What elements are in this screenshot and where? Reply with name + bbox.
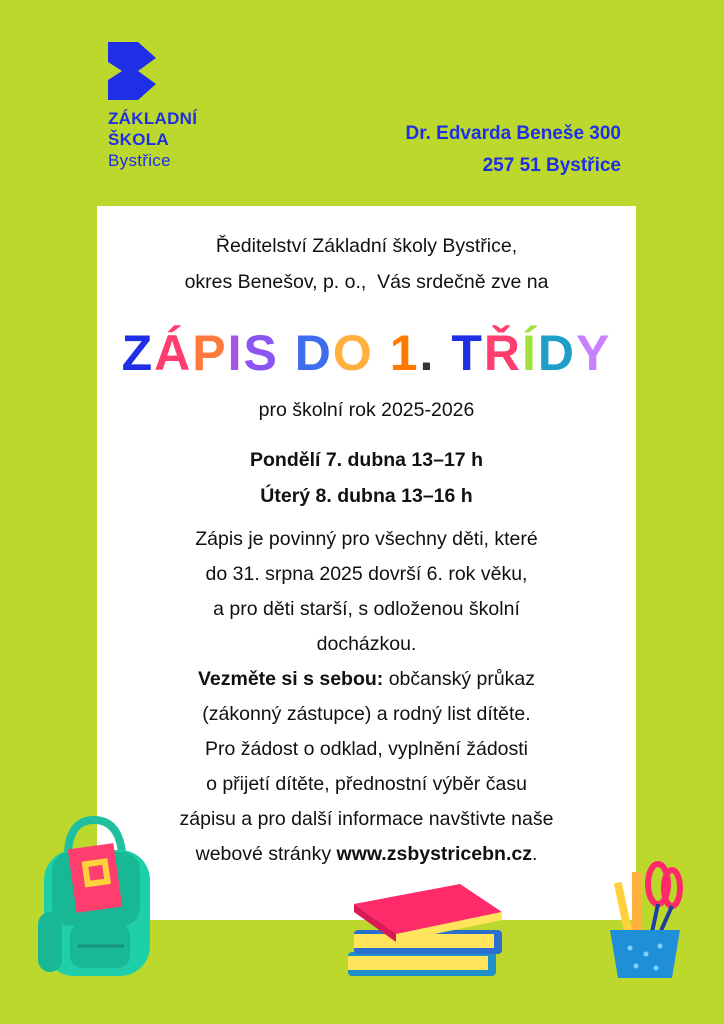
title-letter (374, 325, 390, 381)
info-line: Zápis je povinný pro všechny děti, které (195, 528, 538, 550)
date-monday: Pondělí 7. dubna 13–17 h (250, 449, 483, 471)
title-letter: D (294, 325, 333, 381)
info-line: do 31. srpna 2025 dovrší 6. rok věku, (205, 563, 528, 585)
info-line: a pro děti starší, s odloženou školní (213, 598, 520, 620)
logo-line-2: ŠKOLA (108, 130, 169, 149)
backpack-icon (30, 812, 160, 982)
school-address (406, 118, 621, 182)
school-year: pro školní rok 2025-2026 (258, 399, 475, 421)
title-letter: Ř (483, 325, 522, 381)
title-letter: P (192, 325, 228, 381)
date-tuesday: Úterý 8. dubna 13–16 h (260, 485, 473, 507)
info-line: docházkou. (316, 633, 417, 655)
title-letter: Y (576, 325, 612, 381)
info-line: Pro žádost o odklad, vyplnění žádosti (204, 738, 529, 760)
intro-line-1: Ředitelství Základní školy Bystřice, (215, 235, 518, 257)
bring-label: Vezměte si s sebou: (197, 668, 384, 690)
website-suffix: . (531, 843, 538, 865)
title-letter: . (419, 325, 436, 381)
title-letter: T (451, 325, 484, 381)
bring-items: občanský průkaz (383, 668, 536, 690)
pencil-cup-icon (600, 858, 690, 984)
website-line (97, 837, 636, 872)
enrollment-title (97, 324, 636, 382)
bring-line (97, 662, 636, 697)
title-letter (279, 325, 295, 381)
address-street: Dr. Edvarda Beneše 300 (405, 123, 621, 144)
title-letter: I (227, 325, 244, 381)
info-line: zápisu a pro další informace navštivte naše (179, 808, 554, 830)
address-city: 257 51 Bystřice (482, 155, 621, 176)
intro-line-2: okres Benešov, p. o., Vás srdečně zve na (184, 271, 549, 293)
title-letter: S (243, 325, 279, 381)
enrollment-dates (97, 442, 636, 514)
intro-text (97, 228, 636, 300)
title-letter: 1 (389, 325, 420, 381)
logo-line-1: ZÁKLADNÍ (108, 109, 198, 128)
school-logo-icon (108, 42, 156, 100)
title-letter: Á (154, 325, 193, 381)
info-text (97, 522, 636, 872)
website-link[interactable]: www.zsbystricebn.cz (336, 843, 532, 865)
title-letter: Z (121, 325, 155, 381)
school-logo-text (108, 108, 197, 171)
title-letter (435, 325, 451, 381)
title-letter: O (332, 325, 374, 381)
logo-line-3: Bystřice (108, 151, 171, 170)
info-line: (zákonný zástupce) a rodný list dítěte. (202, 703, 531, 725)
title-letter: D (537, 325, 577, 381)
books-icon (340, 878, 510, 988)
info-line: o přijetí dítěte, přednostní výběr času (206, 773, 527, 795)
website-prefix: webové stránky (195, 843, 337, 865)
invitation-card (97, 206, 636, 920)
title-letter: Í (522, 325, 538, 381)
